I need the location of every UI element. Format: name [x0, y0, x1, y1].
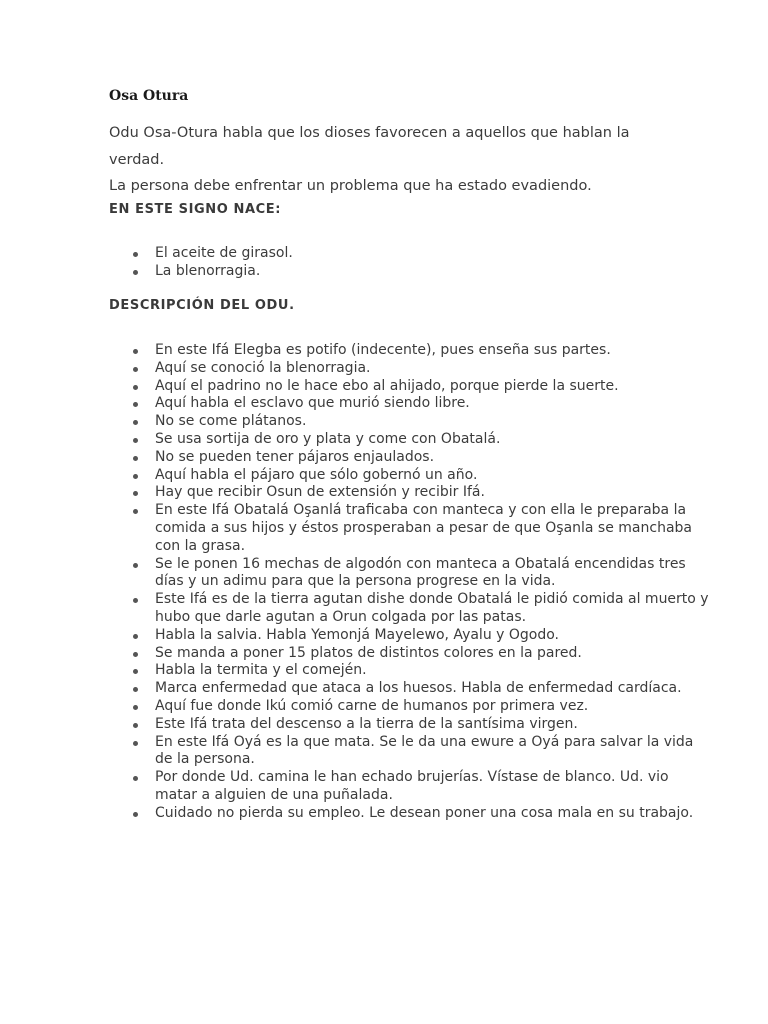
list-item: Hay que recibir Osun de extensión y recibir Ifá. — [155, 484, 715, 502]
section-heading-descripcion: DESCRIPCIÓN DEL ODU. — [109, 298, 295, 313]
intro-text — [109, 120, 669, 200]
list-item: La blenorragia. — [155, 263, 715, 281]
list-item: Habla la salvia. Habla Yemonjá Mayelewo, Ayalu y Ogodo. — [155, 627, 715, 645]
list-item: Marca enfermedad que ataca a los huesos. Habla de enfermedad cardíaca. — [155, 680, 715, 698]
list-item: Cuidado no pierda su empleo. Le desean poner una cosa mala en su trabajo. — [155, 805, 715, 823]
list-item: Se usa sortija de oro y plata y come con Obatalá. — [155, 431, 715, 449]
list-item: Aquí habla el esclavo que murió siendo libre. — [155, 395, 715, 413]
list-item: En este Ifá Oyá es la que mata. Se le da una ewure a Oyá para salvar la vida de la persona. — [155, 734, 715, 770]
list-item: Aquí el padrino no le hace ebo al ahijado, porque pierde la suerte. — [155, 378, 715, 396]
list-descripcion — [109, 342, 715, 823]
list-item: En este Ifá Obatalá Oşanlá traficaba con manteca y con ella le preparaba la comida a sus hijos y éstos prosperaban a pesar de que Oşanla se manchaba con la grasa. — [155, 502, 715, 555]
section-heading-nace: EN ESTE SIGNO NACE: — [109, 202, 282, 217]
list-item: El aceite de girasol. — [155, 245, 715, 263]
list-item: En este Ifá Elegba es potifo (indecente), pues enseña sus partes. — [155, 342, 715, 360]
list-item: Aquí habla el pájaro que sólo gobernó un año. — [155, 467, 715, 485]
list-item: No se come plátanos. — [155, 413, 715, 431]
list-item: No se pueden tener pájaros enjaulados. — [155, 449, 715, 467]
list-item: Este Ifá trata del descenso a la tierra de la santísima virgen. — [155, 716, 715, 734]
list-item: Se manda a poner 15 platos de distintos colores en la pared. — [155, 645, 715, 663]
list-item: Por donde Ud. camina le han echado brujerías. Vístase de blanco. Ud. vio matar a alguien de una puñalada. — [155, 769, 715, 805]
list-item: Aquí fue donde Ikú comió carne de humanos por primera vez. — [155, 698, 715, 716]
list-item: Aquí se conoció la blenorragia. — [155, 360, 715, 378]
list-item: Se le ponen 16 mechas de algodón con manteca a Obatalá encendidas tres días y un adimu para que la persona progrese en la vida. — [155, 556, 715, 592]
intro-paragraph: Odu Osa-Otura habla que los dioses favorecen a aquellos que hablan la verdad. — [109, 125, 630, 168]
page-title: Osa Otura — [109, 88, 189, 104]
list-item: Habla la termita y el comején. — [155, 662, 715, 680]
list-item: Este Ifá es de la tierra agutan dishe donde Obatalá le pidió comida al muerto y hubo que darle agutan a Orun colgada por las patas. — [155, 591, 715, 627]
list-nace — [109, 245, 715, 281]
intro-paragraph: La persona debe enfrentar un problema que ha estado evadiendo. — [109, 178, 592, 194]
